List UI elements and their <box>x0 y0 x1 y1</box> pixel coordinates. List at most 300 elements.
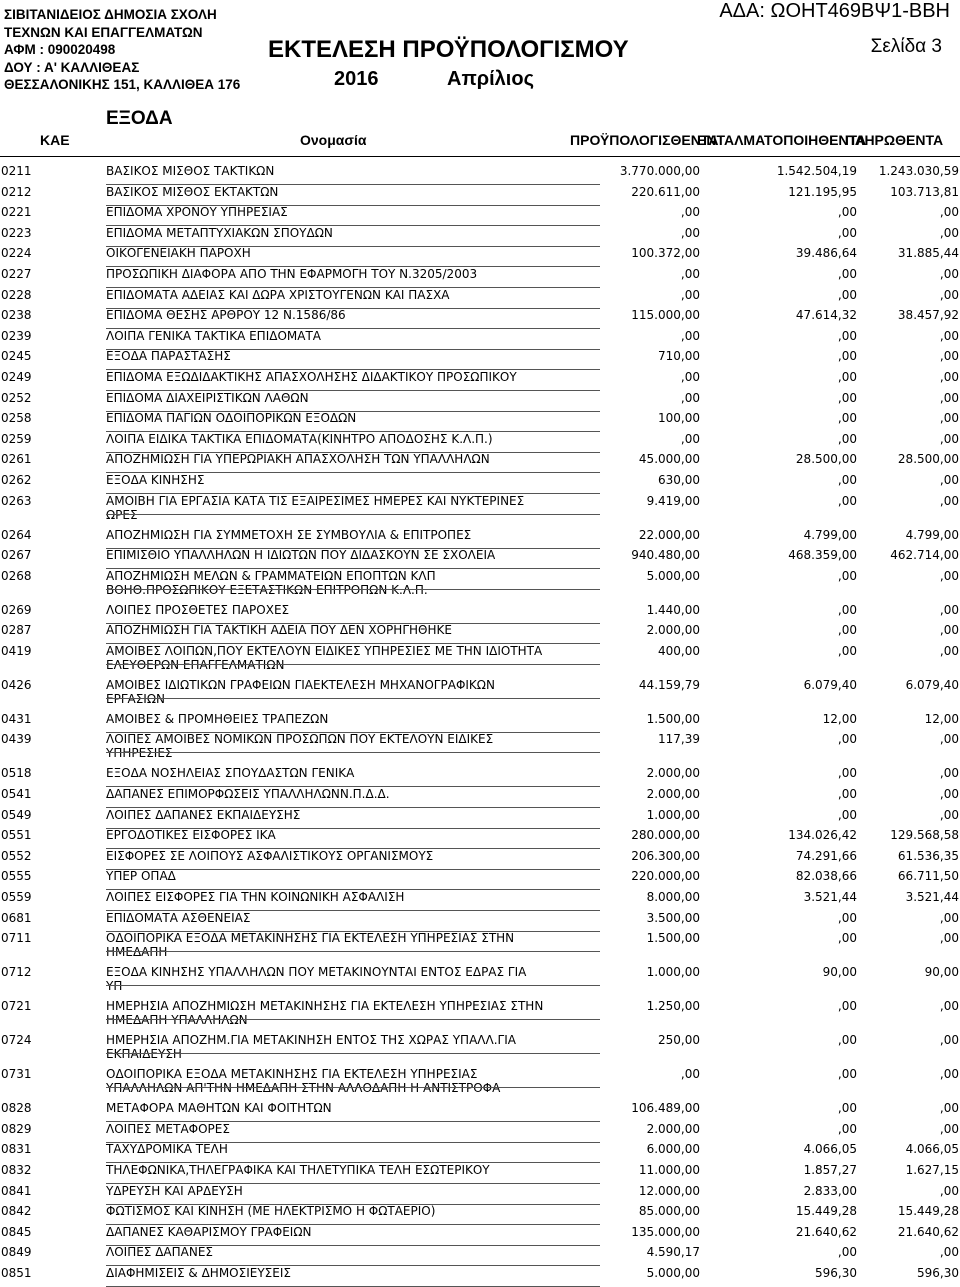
table-row <box>0 849 960 870</box>
table-row <box>0 1101 960 1122</box>
row-name: ΤΑΧΥΔΡΟΜΙΚΑ ΤΕΛΗ <box>106 1142 228 1157</box>
row-paid: 4.799,00 <box>905 527 959 542</box>
row-budget: 2.000,00 <box>646 623 700 638</box>
page-title: ΕΚΤΕΛΕΣΗ ΠΡΟΫΠΟΛΟΓΙΣΜΟΥ <box>268 36 629 63</box>
row-code: 0228 <box>1 287 32 302</box>
row-bound: 39.486,64 <box>795 246 857 261</box>
row-budget: 206.300,00 <box>631 848 700 863</box>
org-afm: ΑΦΜ : 090020498 <box>4 42 116 57</box>
table-row <box>0 1184 960 1205</box>
row-code: 0223 <box>1 225 32 240</box>
row-code: 0258 <box>1 411 32 426</box>
row-code: 0287 <box>1 623 32 638</box>
row-paid: ,00 <box>939 1121 959 1136</box>
row-bound: 90,00 <box>822 965 857 980</box>
row-bound: ,00 <box>837 493 857 508</box>
row-bound: 4.066,05 <box>803 1142 857 1157</box>
row-bound: ,00 <box>837 568 857 583</box>
row-name: ΛΟΙΠΕΣ ΜΕΤΑΦΟΡΕΣ <box>106 1121 230 1136</box>
row-underline <box>106 747 600 753</box>
row-name: ΗΜΕΡΗΣΙΑ ΑΠΟΖΗΜ.ΓΙΑ ΜΕΤΑΚΙΝΗΣΗ ΕΝΤΟΣ ΤΗΣ ΧΩΡΑΣ ΥΠΑΛΛ.ΓΙΑ ΕΚΠΑΙΔΕΥΣΗ <box>106 1033 516 1062</box>
row-bound: ,00 <box>837 1067 857 1082</box>
row-budget: 5.000,00 <box>646 1265 700 1280</box>
row-budget: ,00 <box>680 369 700 384</box>
row-name: ΑΜΟΙΒΕΣ ΛΟΙΠΩΝ,ΠΟΥ ΕΚΤΕΛΟΥΝ ΕΙΔΙΚΕΣ ΥΠΗΡΕΣΙΕΣ ΜΕ ΤΗΝ ΙΔΙΟΤΗΤΑ ΕΛΕΥΘΕΡΩΝ ΕΠΑΓΓΕΛΜΑΤΙΩΝ <box>106 643 543 672</box>
table-row <box>0 869 960 890</box>
row-bound: ,00 <box>837 1121 857 1136</box>
row-paid: ,00 <box>939 225 959 240</box>
table-row <box>0 678 960 712</box>
row-code: 0249 <box>1 369 32 384</box>
row-paid: ,00 <box>939 205 959 220</box>
row-bound: 468.359,00 <box>788 548 857 563</box>
row-bound: ,00 <box>837 349 857 364</box>
column-header-name: Ονομασία <box>300 132 367 148</box>
row-bound: 15.449,28 <box>795 1204 857 1219</box>
row-budget: ,00 <box>680 328 700 343</box>
row-budget: ,00 <box>680 287 700 302</box>
row-paid: ,00 <box>939 623 959 638</box>
table-row <box>0 164 960 185</box>
header-divider <box>0 156 960 157</box>
row-budget: 100.372,00 <box>631 246 700 261</box>
row-name: ΟΔΟΙΠΟΡΙΚΑ ΕΞΟΔΑ ΜΕΤΑΚΙΝΗΣΗΣ ΓΙΑ ΕΚΤΕΛΕΣΗ ΥΠΗΡΕΣΙΑΣ ΥΠΑΛΛΗΛΩΝ ΑΠ'ΤΗΝ ΗΜΕΔΑΠΗ ΣΤΗΝ ΑΛΛΟΔΑΠΗ Η ΑΝΤΙΣΤΡΟΦΑ <box>106 1067 501 1096</box>
row-budget: 22.000,00 <box>638 527 700 542</box>
row-code: 0259 <box>1 431 32 446</box>
table-row <box>0 308 960 329</box>
row-paid: ,00 <box>939 328 959 343</box>
row-budget: ,00 <box>680 225 700 240</box>
row-code: 0245 <box>1 349 32 364</box>
row-budget: 2.000,00 <box>646 787 700 802</box>
table-row <box>0 349 960 370</box>
row-paid: ,00 <box>939 493 959 508</box>
table-row <box>0 473 960 494</box>
row-bound: 28.500,00 <box>795 452 857 467</box>
table-row <box>0 1225 960 1246</box>
row-name: ΑΜΟΙΒΕΣ ΙΔΙΩΤΙΚΩΝ ΓΡΑΦΕΙΩΝ ΓΙΑΕΚΤΕΛΕΣΗ ΜΗΧΑΝΟΓΡΑΦΙΚΩΝ ΕΡΓΑΣΙΩΝ <box>106 677 495 706</box>
row-bound: ,00 <box>837 602 857 617</box>
row-budget: ,00 <box>680 205 700 220</box>
row-code: 0731 <box>1 1067 32 1082</box>
row-code: 0555 <box>1 869 32 884</box>
row-budget: 6.000,00 <box>646 1142 700 1157</box>
row-bound: 134.026,42 <box>788 828 857 843</box>
row-paid: ,00 <box>939 349 959 364</box>
row-budget: ,00 <box>680 1067 700 1082</box>
report-year: 2016 <box>334 68 379 90</box>
row-name: ΟΙΚΟΓΕΝΕΙΑΚΗ ΠΑΡΟΧΗ <box>106 246 251 261</box>
row-name: ΠΡΟΣΩΠΙΚΗ ΔΙΑΦΟΡΑ ΑΠΟ ΤΗΝ ΕΦΑΡΜΟΓΗ ΤΟΥ Ν.3205/2003 <box>106 266 478 281</box>
row-budget: 280.000,00 <box>631 828 700 843</box>
org-address: ΘΕΣΣΑΛΟΝΙΚΗΣ 151, ΚΑΛΛΙΘΕΑ 176 <box>4 77 241 92</box>
row-code: 0263 <box>1 493 32 508</box>
row-bound: 82.038,66 <box>795 869 857 884</box>
row-paid: ,00 <box>939 411 959 426</box>
table-row <box>0 890 960 911</box>
row-paid: 4.066,05 <box>905 1142 959 1157</box>
row-code: 0518 <box>1 766 32 781</box>
row-paid: 12,00 <box>924 711 959 726</box>
row-bound: ,00 <box>837 1101 857 1116</box>
row-code: 0267 <box>1 548 32 563</box>
row-code: 0559 <box>1 890 32 905</box>
table-row <box>0 999 960 1033</box>
table-row <box>0 603 960 624</box>
row-budget: 1.440,00 <box>646 602 700 617</box>
table-row <box>0 494 960 528</box>
org-doy: ΔΟΥ : Α' ΚΑΛΛΙΘΕΑΣ <box>4 59 140 75</box>
row-code: 0721 <box>1 999 32 1014</box>
row-name: ΕΠΙΔΟΜΑ ΧΡΟΝΟΥ ΥΠΗΡΕΣΙΑΣ <box>106 205 288 220</box>
row-paid: 1.243.030,59 <box>878 164 959 178</box>
row-budget: ,00 <box>680 431 700 446</box>
row-name: ΕΞΟΔΑ ΚΙΝΗΣΗΣ ΥΠΑΛΛΗΛΩΝ ΠΟΥ ΜΕΤΑΚΙΝΟΥΝΤΑΙ ΕΝΤΟΣ ΕΔΡΑΣ ΓΙΑ ΥΠ <box>106 965 527 994</box>
row-budget: 117,39 <box>658 732 700 747</box>
row-name: ΛΟΙΠΕΣ ΠΡΟΣΘΕΤΕΣ ΠΑΡΟΧΕΣ <box>106 602 290 617</box>
row-name: ΕΞΟΔΑ ΠΑΡΑΣΤΑΣΗΣ <box>106 349 231 364</box>
row-bound: ,00 <box>837 999 857 1014</box>
row-bound: ,00 <box>837 623 857 638</box>
row-paid: ,00 <box>939 1067 959 1082</box>
row-name: ΛΟΙΠΕΣ ΔΑΠΑΝΕΣ ΕΚΠΑΙΔΕΥΣΗΣ <box>106 807 301 822</box>
row-code: 0431 <box>1 711 32 726</box>
row-bound: 1.542.504,19 <box>776 164 857 178</box>
table-row <box>0 411 960 432</box>
row-code: 0551 <box>1 828 32 843</box>
row-name: ΕΠΙΔΟΜΑ ΠΑΓΙΩΝ ΟΔΟΙΠΟΡΙΚΩΝ ΕΞΟΔΩΝ <box>106 411 357 426</box>
row-bound: 3.521,44 <box>803 890 857 905</box>
row-name: ΛΟΙΠΑ ΓΕΝΙΚΑ ΤΑΚΤΙΚΑ ΕΠΙΔΟΜΑΤΑ <box>106 328 321 343</box>
row-name: ΔΑΠΑΝΕΣ ΚΑΘΑΡΙΣΜΟΥ ΓΡΑΦΕΙΩΝ <box>106 1224 312 1239</box>
row-code: 0239 <box>1 328 32 343</box>
row-budget: 1.000,00 <box>646 965 700 980</box>
table-row <box>0 1204 960 1225</box>
row-name: ΕΠΙΔΟΜΑ ΜΕΤΑΠΤΥΧΙΑΚΩΝ ΣΠΟΥΔΩΝ <box>106 225 333 240</box>
row-paid: 28.500,00 <box>897 452 959 467</box>
row-name: ΕΠΙΔΟΜΑ ΘΕΣΗΣ ΑΡΘΡΟΥ 12 Ν.1586/86 <box>106 308 346 323</box>
row-bound: ,00 <box>837 411 857 426</box>
row-budget: 5.000,00 <box>646 568 700 583</box>
column-header-kae: ΚΑΕ <box>40 132 70 148</box>
row-code: 0832 <box>1 1163 32 1177</box>
row-paid: 21.640,62 <box>897 1224 959 1239</box>
row-bound: ,00 <box>837 732 857 747</box>
table-row <box>0 787 960 808</box>
row-bound: ,00 <box>837 931 857 946</box>
row-code: 0227 <box>1 266 32 281</box>
row-bound: ,00 <box>837 225 857 240</box>
row-budget: 85.000,00 <box>638 1204 700 1219</box>
row-paid: 31.885,44 <box>897 246 959 261</box>
row-paid: ,00 <box>939 602 959 617</box>
row-paid: 596,30 <box>917 1265 959 1280</box>
row-budget: 940.480,00 <box>631 548 700 563</box>
row-code: 0831 <box>1 1142 32 1157</box>
column-header-bound <box>697 132 867 148</box>
table-row <box>0 329 960 350</box>
row-paid: ,00 <box>939 390 959 405</box>
table-row <box>0 185 960 206</box>
table-row <box>0 712 960 733</box>
organization-info <box>4 6 240 94</box>
row-budget: 2.000,00 <box>646 1121 700 1136</box>
row-paid: 90,00 <box>924 965 959 980</box>
row-code: 0426 <box>1 677 32 692</box>
row-code: 0541 <box>1 787 32 802</box>
row-bound: 2.833,00 <box>803 1183 857 1198</box>
row-bound: ,00 <box>837 369 857 384</box>
row-name: ΒΑΣΙΚΟΣ ΜΙΣΘΟΣ ΤΑΚΤΙΚΩΝ <box>106 164 275 178</box>
report-month: Απρίλιος <box>447 68 534 90</box>
table-row <box>0 205 960 226</box>
row-name: ΔΑΠΑΝΕΣ ΕΠΙΜΟΡΦΩΣΕΙΣ ΥΠΑΛΛΗΛΩΝΝ.Π.Δ.Δ. <box>106 787 390 802</box>
table-row <box>0 1033 960 1067</box>
row-budget: 220.000,00 <box>631 869 700 884</box>
row-bound: 6.079,40 <box>803 677 857 692</box>
row-budget: 106.489,00 <box>631 1101 700 1116</box>
column-header-paid: ΠΛΗΡΩΘΕΝΤΑ <box>845 132 944 148</box>
row-name: ΤΗΛΕΦΩΝΙΚΑ,ΤΗΛΕΓΡΑΦΙΚΑ ΚΑΙ ΤΗΛΕΤΥΠΙΚΑ ΤΕΛΗ ΕΣΩΤΕΡΙΚΟΥ <box>106 1163 490 1177</box>
row-paid: ,00 <box>939 568 959 583</box>
row-name: ΑΠΟΖΗΜΙΩΣΗ ΓΙΑ ΥΠΕΡΩΡΙΑΚΗ ΑΠΑΣΧΟΛΗΣΗ ΤΩΝ ΥΠΑΛΛΗΛΩΝ <box>106 452 490 467</box>
row-bound: 21.640,62 <box>795 1224 857 1239</box>
row-paid: ,00 <box>939 910 959 925</box>
row-code: 0224 <box>1 246 32 261</box>
row-name: ΕΠΙΔΟΜΑ ΔΙΑΧΕΙΡΙΣΤΙΚΩΝ ΛΑΘΩΝ <box>106 390 309 405</box>
row-paid: ,00 <box>939 807 959 822</box>
row-code: 0712 <box>1 965 32 980</box>
row-name: ΑΜΟΙΒΗ ΓΙΑ ΕΡΓΑΣΙΑ ΚΑΤΑ ΤΙΣ ΕΞΑΙΡΕΣΙΜΕΣ ΗΜΕΡΕΣ ΚΑΙ ΝΥΚΤΕΡΙΝΕΣ ΩΡΕΣ <box>106 493 525 522</box>
row-paid: 15.449,28 <box>897 1204 959 1219</box>
row-paid: 129.568,58 <box>890 828 959 843</box>
table-row <box>0 1245 960 1266</box>
row-underline <box>106 1048 600 1054</box>
table-row <box>0 391 960 412</box>
row-underline <box>106 1281 600 1287</box>
org-name-line2: ΤΕΧΝΩΝ ΚΑΙ ΕΠΑΓΓΕΛΜΑΤΩΝ <box>4 24 203 40</box>
org-name-line1: ΣΙΒΙΤΑΝΙΔΕΙΟΣ ΔΗΜΟΣΙΑ ΣΧΟΛΗ <box>4 7 217 22</box>
table-row <box>0 931 960 965</box>
table-row <box>0 965 960 999</box>
row-underline <box>106 584 600 590</box>
table-row <box>0 1122 960 1143</box>
table-row <box>0 288 960 309</box>
row-budget: 44.159,79 <box>638 677 700 692</box>
row-paid: 3.521,44 <box>905 890 959 905</box>
row-code: 0829 <box>1 1121 32 1136</box>
row-name: ΑΜΟΙΒΕΣ & ΠΡΟΜΗΘΕΙΕΣ ΤΡΑΠΕΖΩΝ <box>106 711 329 726</box>
row-code: 0841 <box>1 1183 32 1198</box>
row-underline <box>106 693 600 699</box>
row-bound: ,00 <box>837 787 857 802</box>
row-paid: ,00 <box>939 643 959 658</box>
row-paid: 103.713,81 <box>890 184 959 199</box>
row-paid: ,00 <box>939 787 959 802</box>
row-underline <box>106 1014 600 1020</box>
row-paid: ,00 <box>939 472 959 487</box>
table-row <box>0 644 960 678</box>
row-code: 0552 <box>1 848 32 863</box>
row-name: ΕΙΣΦΟΡΕΣ ΣΕ ΛΟΙΠΟΥΣ ΑΣΦΑΛΙΣΤΙΚΟΥΣ ΟΡΓΑΝΙΣΜΟΥΣ <box>106 848 434 863</box>
row-budget: 3.770.000,00 <box>619 164 700 178</box>
row-bound: 596,30 <box>815 1265 857 1280</box>
row-name: ΕΞΟΔΑ ΝΟΣΗΛΕΙΑΣ ΣΠΟΥΔΑΣΤΩΝ ΓΕΝΙΚΑ <box>106 766 355 781</box>
row-bound: ,00 <box>837 205 857 220</box>
row-budget: 8.000,00 <box>646 890 700 905</box>
row-name: ΛΟΙΠΕΣ ΕΙΣΦΟΡΕΣ ΓΙΑ ΤΗΝ ΚΟΙΝΩΝΙΚΗ ΑΣΦΑΛΙΣΗ <box>106 890 405 905</box>
row-budget: 1.500,00 <box>646 931 700 946</box>
row-code: 0221 <box>1 205 32 220</box>
row-bound: ,00 <box>837 287 857 302</box>
table-row <box>0 452 960 473</box>
row-underline <box>106 659 600 665</box>
row-paid: ,00 <box>939 931 959 946</box>
row-name: ΛΟΙΠΕΣ ΔΑΠΑΝΕΣ <box>106 1245 213 1260</box>
row-budget: 1.000,00 <box>646 807 700 822</box>
row-paid: ,00 <box>939 266 959 281</box>
row-paid: ,00 <box>939 732 959 747</box>
row-budget: ,00 <box>680 266 700 281</box>
table-row <box>0 828 960 849</box>
row-budget: 250,00 <box>658 1033 700 1048</box>
row-bound: ,00 <box>837 807 857 822</box>
row-budget: 400,00 <box>658 643 700 658</box>
row-code: 0711 <box>1 931 32 946</box>
table-row <box>0 1142 960 1163</box>
row-bound: ,00 <box>837 910 857 925</box>
row-paid: ,00 <box>939 766 959 781</box>
table-row <box>0 432 960 453</box>
row-name: ΛΟΙΠΕΣ ΑΜΟΙΒΕΣ ΝΟΜΙΚΩΝ ΠΡΟΣΩΠΩΝ ΠΟΥ ΕΚΤΕΛΟΥΝ ΕΙΔΙΚΕΣ ΥΠΗΡΕΣΙΕΣ <box>106 732 494 761</box>
row-budget: 1.250,00 <box>646 999 700 1014</box>
row-budget: 2.000,00 <box>646 766 700 781</box>
row-paid: ,00 <box>939 1101 959 1116</box>
row-underline <box>106 1082 600 1088</box>
row-bound: ,00 <box>837 390 857 405</box>
row-code: 0268 <box>1 568 32 583</box>
row-paid: ,00 <box>939 287 959 302</box>
table-row <box>0 808 960 829</box>
table-row <box>0 569 960 603</box>
table-row <box>0 246 960 267</box>
table-row <box>0 1163 960 1184</box>
row-name: ΔΙΑΦΗΜΙΣΕΙΣ & ΔΗΜΟΣΙΕΥΣΕΙΣ <box>106 1265 291 1280</box>
table-row <box>0 623 960 644</box>
row-bound: ,00 <box>837 1245 857 1260</box>
row-code: 0211 <box>1 164 32 178</box>
table-row <box>0 528 960 549</box>
table-row <box>0 370 960 391</box>
table-row <box>0 766 960 787</box>
row-underline <box>106 946 600 952</box>
row-code: 0269 <box>1 602 32 617</box>
table-row <box>0 267 960 288</box>
row-code: 0845 <box>1 1224 32 1239</box>
row-paid: ,00 <box>939 369 959 384</box>
row-bound: ,00 <box>837 643 857 658</box>
row-bound: ,00 <box>837 431 857 446</box>
row-paid: ,00 <box>939 1033 959 1048</box>
row-name: ΕΠΙΔΟΜΑΤΑ ΑΔΕΙΑΣ ΚΑΙ ΔΩΡΑ ΧΡΙΣΤΟΥΓΕΝΩΝ ΚΑΙ ΠΑΣΧΑ <box>106 287 450 302</box>
row-code: 0252 <box>1 390 32 405</box>
row-budget: 135.000,00 <box>631 1224 700 1239</box>
row-budget: 220.611,00 <box>631 184 700 199</box>
row-name: ΦΩΤΙΣΜΟΣ ΚΑΙ ΚΙΝΗΣΗ (ΜΕ ΗΛΕΚΤΡΙΣΜΟ Η ΦΩΤΑΕΡΙΟ) <box>106 1204 436 1219</box>
row-bound: ,00 <box>837 266 857 281</box>
row-bound: 121.195,95 <box>788 184 857 199</box>
row-name: ΟΔΟΙΠΟΡΙΚΑ ΕΞΟΔΑ ΜΕΤΑΚΙΝΗΣΗΣ ΓΙΑ ΕΚΤΕΛΕΣΗ ΥΠΗΡΕΣΙΑΣ ΣΤΗΝ ΗΜΕΔΑΠΗ <box>106 931 515 960</box>
row-name: ΕΠΙΔΟΜΑΤΑ ΑΣΘΕΝΕΙΑΣ <box>106 910 251 925</box>
row-code: 0262 <box>1 472 32 487</box>
row-name: ΥΠΕΡ ΟΠΑΔ <box>106 869 176 884</box>
row-budget: 1.500,00 <box>646 711 700 726</box>
row-underline <box>106 509 600 515</box>
row-bound: ,00 <box>837 766 857 781</box>
row-paid: ,00 <box>939 1183 959 1198</box>
row-budget: ,00 <box>680 390 700 405</box>
row-bound: ,00 <box>837 1033 857 1048</box>
row-paid: 38.457,92 <box>897 308 959 323</box>
row-code: 0828 <box>1 1101 32 1116</box>
column-header-budget: ΠΡΟΫΠΟΛΟΓΙΣΘΕΝΤΑ <box>570 132 719 148</box>
column-header-bound-text: ΕΝΤΑΛΜΑΤΟΠΟΙΗΘΕΝΤΑ <box>697 132 867 148</box>
row-code: 0724 <box>1 1033 32 1048</box>
row-budget: 4.590,17 <box>646 1245 700 1260</box>
row-paid: 462.714,00 <box>890 548 959 563</box>
row-bound: 47.614,32 <box>795 308 857 323</box>
row-bound: ,00 <box>837 328 857 343</box>
row-budget: 710,00 <box>658 349 700 364</box>
row-budget: 630,00 <box>658 472 700 487</box>
row-budget: 12.000,00 <box>638 1183 700 1198</box>
table-row <box>0 732 960 766</box>
row-bound: 1.857,27 <box>803 1163 857 1177</box>
row-budget: 100,00 <box>658 411 700 426</box>
row-name: ΑΠΟΖΗΜΙΩΣΗ ΓΙΑ ΤΑΚΤΙΚΗ ΑΔΕΙΑ ΠΟΥ ΔΕΝ ΧΟΡΗΓΗΘΗΚΕ <box>106 623 452 638</box>
row-code: 0842 <box>1 1204 32 1219</box>
row-name: ΒΑΣΙΚΟΣ ΜΙΣΘΟΣ ΕΚΤΑΚΤΩΝ <box>106 184 279 199</box>
ada-code: ΑΔΑ: ΩΟΗΤ469ΒΨ1-ΒΒΗ <box>719 0 950 22</box>
row-code: 0681 <box>1 910 32 925</box>
row-code: 0439 <box>1 732 32 747</box>
table-row <box>0 226 960 247</box>
row-name: ΕΡΓΟΔΟΤΙΚΕΣ ΕΙΣΦΟΡΕΣ ΙΚΑ <box>106 828 276 843</box>
row-paid: 66.711,50 <box>897 869 959 884</box>
row-bound: ,00 <box>837 472 857 487</box>
row-code: 0212 <box>1 184 32 199</box>
row-code: 0549 <box>1 807 32 822</box>
row-budget: 11.000,00 <box>638 1163 700 1177</box>
row-bound: 12,00 <box>822 711 857 726</box>
row-budget: 45.000,00 <box>638 452 700 467</box>
row-budget: 9.419,00 <box>646 493 700 508</box>
row-budget: 3.500,00 <box>646 910 700 925</box>
row-name: ΑΠΟΖΗΜΙΩΣΗ ΓΙΑ ΣΥΜΜΕΤΟΧΗ ΣΕ ΣΥΜΒΟΥΛΙΑ & ΕΠΙΤΡΟΠΕΣ <box>106 527 472 542</box>
row-paid: 61.536,35 <box>897 848 959 863</box>
row-code: 0238 <box>1 308 32 323</box>
row-underline <box>106 980 600 986</box>
section-title: ΕΞΟΔΑ <box>106 108 173 129</box>
row-code: 0261 <box>1 452 32 467</box>
row-bound: 4.799,00 <box>803 527 857 542</box>
table-row <box>0 1067 960 1101</box>
row-name: ΑΠΟΖΗΜΙΩΣΗ ΜΕΛΩΝ & ΓΡΑΜΜΑΤΕΙΩΝ ΕΠΟΠΤΩΝ ΚΛΠ ΒΟΗΘ.ΠΡΟΣΩΠΙΚΟΥ ΕΞΕΤΑΣΤΙΚΩΝ ΕΠΙΤΡΟΠΩΝ Κ.Λ.Π. <box>106 568 436 597</box>
row-paid: ,00 <box>939 431 959 446</box>
row-name: ΜΕΤΑΦΟΡΑ ΜΑΘΗΤΩΝ ΚΑΙ ΦΟΙΤΗΤΩΝ <box>106 1101 332 1116</box>
row-code: 0849 <box>1 1245 32 1260</box>
page-number: Σελίδα 3 <box>870 36 942 57</box>
